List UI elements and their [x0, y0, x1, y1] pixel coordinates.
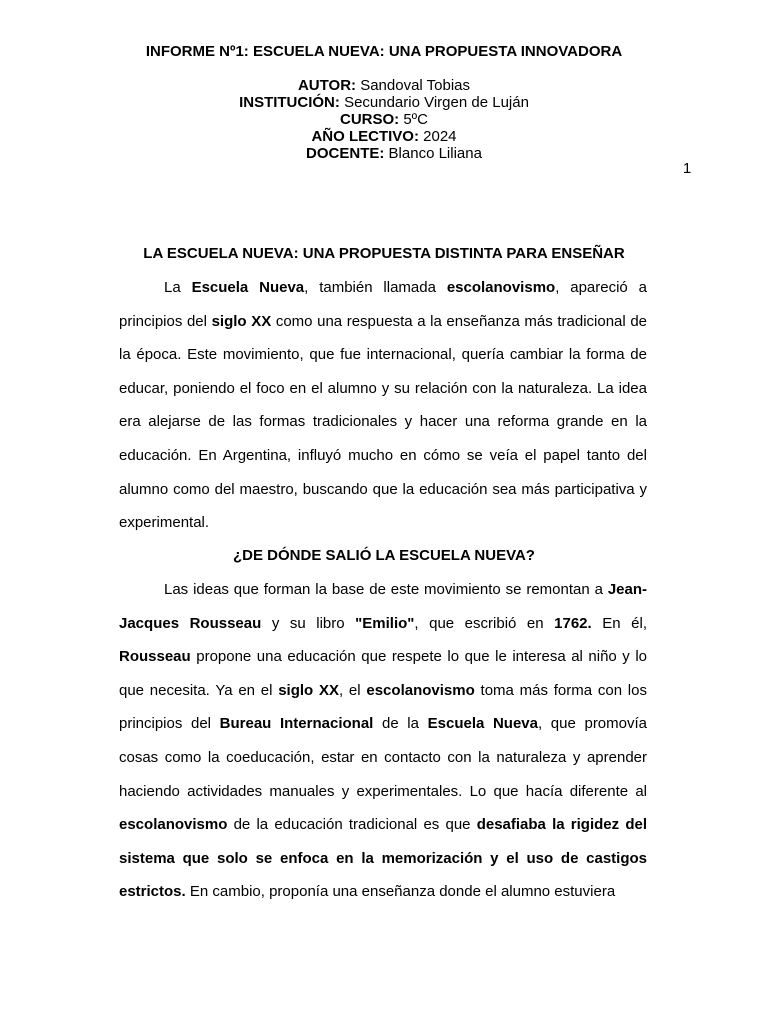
bold-text: "Emilio": [355, 614, 415, 632]
text-run: La: [164, 279, 192, 296]
text-run: En cambio, proponía una enseñanza donde el alumno estuviera: [185, 883, 616, 901]
text-run: toma más forma con los principios del: [119, 681, 647, 733]
text-run: de la educación tradicional es que: [227, 816, 477, 834]
paragraph: [119, 573, 647, 909]
meta-label: CURSO:: [340, 111, 400, 128]
text-run: , que escribió en: [414, 614, 555, 632]
meta-value: 5ºC: [403, 111, 428, 128]
meta-value: Blanco Liliana: [388, 145, 482, 162]
bold-text: escolanovismo: [119, 816, 228, 834]
text-run: de la: [373, 715, 428, 733]
bold-text: Rousseau: [119, 648, 191, 666]
text-run: , también llamada: [304, 279, 447, 296]
paragraph: [119, 271, 647, 540]
text-run: En él,: [591, 614, 647, 632]
meta-author: [0, 77, 768, 94]
meta-label: AÑO LECTIVO:: [311, 128, 419, 145]
meta-course: [0, 111, 768, 128]
bold-text: Bureau Internacional: [219, 715, 374, 733]
bold-text: Jean-Jacques Rousseau: [119, 581, 647, 632]
bold-text: desafiaba la rigidez del sistema que solo se enfoca en la memorización y el uso de castigos estrictos.: [119, 816, 647, 901]
section-heading: ¿DE DÓNDE SALIÓ LA ESCUELA NUEVA?: [233, 547, 535, 564]
text-run: Las ideas que forman la base de este movimiento se remontan a: [164, 581, 608, 598]
bold-text: Escuela Nueva: [191, 279, 305, 296]
section-heading: LA ESCUELA NUEVA: UNA PROPUESTA DISTINTA PARA ENSEÑAR: [143, 245, 625, 262]
meta-value: Sandoval Tobias: [360, 77, 471, 94]
bold-text: Escuela Nueva: [427, 715, 538, 733]
report-title: INFORME Nº1: ESCUELA NUEVA: UNA PROPUESTA INNOVADORA: [145, 43, 623, 60]
text-run: , apareció a principios del: [119, 279, 647, 330]
meta-institution: [0, 94, 768, 111]
text-run: , el: [339, 681, 367, 699]
meta-school-year: [0, 128, 768, 145]
bold-text: siglo XX: [211, 312, 272, 330]
text-run: , que promovía cosas como la coeducación, estar en contacto con la naturaleza y aprender haciendo actividades manuales y experimentales. Lo que hacía diferente al: [119, 715, 647, 800]
bold-text: escolanovismo: [366, 681, 475, 699]
meta-teacher: [0, 145, 768, 162]
meta-value: Secundario Virgen de Luján: [344, 94, 529, 111]
bold-text: siglo XX: [278, 681, 339, 699]
page-number: 1: [682, 160, 692, 177]
report-meta: [0, 77, 768, 162]
meta-label: AUTOR:: [297, 77, 357, 94]
text-run: propone una educación que respete lo que le interesa al niño y lo que necesita. Ya en el: [119, 648, 647, 699]
text-run: y su libro: [261, 614, 356, 632]
text-run: como una respuesta a la enseñanza más tradicional de la época. Este movimiento, que fue internacional, quería cambiar la forma de educar, poniendo el foco en el alumno y su relación con la naturaleza. La idea era alejarse de las formas tradicionales y hacer una reforma grande en la educación. En Argentina, influyó mucho en cómo se veía el papel tanto del alumno como del maestro, buscando que la educación sea más participativa y experimental.: [119, 312, 648, 532]
bold-text: 1762.: [554, 614, 592, 632]
meta-value: 2024: [423, 128, 457, 145]
bold-text: escolanovismo: [446, 279, 556, 296]
meta-label: INSTITUCIÓN:: [239, 94, 340, 111]
meta-label: DOCENTE:: [306, 145, 385, 162]
